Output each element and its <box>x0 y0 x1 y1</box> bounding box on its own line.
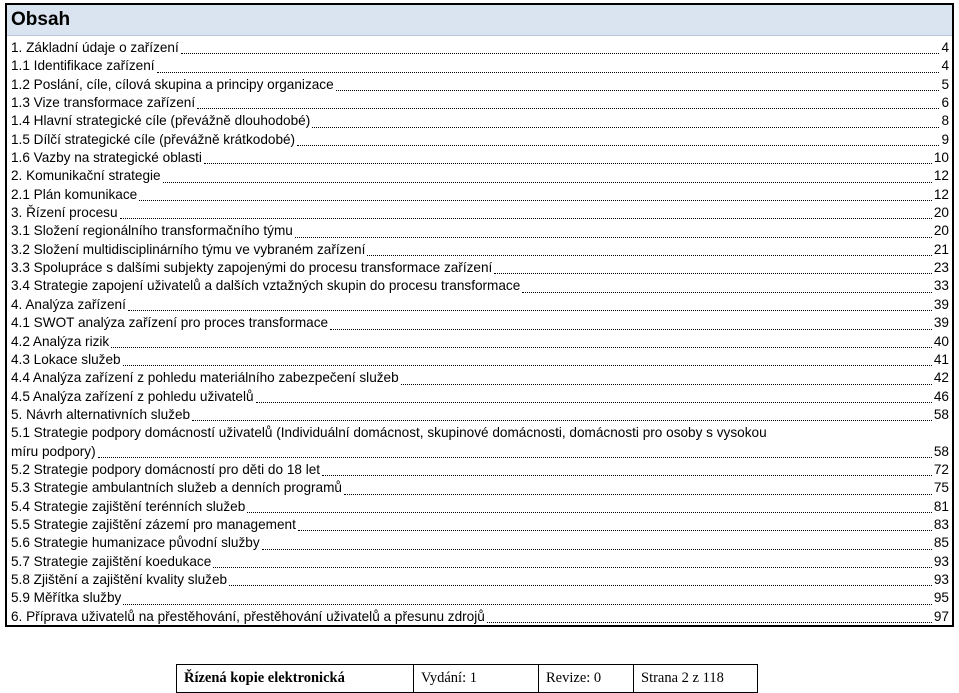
toc-page-number: 41 <box>933 351 949 367</box>
toc-entry-label: 5.1 Strategie podpory domácností uživatelů (Individuální domácnost, skupinové domácnosti, domácnosti pro osoby s vysokou <box>11 425 767 441</box>
toc-entry-label: 1.1 Identifikace zařízení <box>11 58 155 74</box>
footer-revision: Revize: 0 <box>539 665 634 693</box>
toc-page-number: 93 <box>933 553 949 569</box>
toc-entry-label: 5.2 Strategie podpory domácností pro děti do 18 let <box>11 461 321 477</box>
toc-entry[interactable] <box>11 186 949 204</box>
toc-entry-label: 5.4 Strategie zajištění terénních služeb <box>11 498 246 514</box>
toc-dot-leader <box>256 401 932 403</box>
toc-dot-leader <box>297 144 939 146</box>
footer-issue: Vydání: 1 <box>414 665 539 693</box>
toc-dot-leader <box>247 511 932 513</box>
toc-entry-label: 3. Řízení procesu <box>11 205 118 221</box>
toc-entry[interactable] <box>11 608 949 626</box>
toc-entry-label: 6. Příprava uživatelů na přestěhování, přestěhování uživatelů a přesunu zdrojů <box>11 608 485 624</box>
toc-entry-label: 4.5 Analýza zařízení z pohledu uživatelů <box>11 388 254 404</box>
toc-page-number: 83 <box>933 516 949 532</box>
toc-entry[interactable] <box>11 241 949 259</box>
toc-entry[interactable] <box>11 277 949 295</box>
toc-dot-leader <box>494 272 932 274</box>
footer-controlled-copy: Řízená kopie elektronická <box>177 665 414 693</box>
toc-entry[interactable] <box>11 479 949 497</box>
toc-dot-leader <box>401 383 932 385</box>
toc-entry-label: 3.3 Spolupráce s dalšími subjekty zapojenými do procesu transformace zařízení <box>11 260 493 276</box>
toc-page-number: 33 <box>933 278 949 294</box>
toc-dot-leader <box>98 456 932 458</box>
toc-page-number: 95 <box>933 590 949 606</box>
toc-entry[interactable] <box>11 94 949 112</box>
toc-page-number: 10 <box>933 150 949 166</box>
toc-dot-leader <box>487 621 932 623</box>
toc-entry[interactable] <box>11 388 949 406</box>
toc-dot-leader <box>262 548 932 550</box>
toc-dot-leader <box>111 346 932 348</box>
toc-dot-leader <box>204 162 932 164</box>
toc-dot-leader <box>123 364 932 366</box>
toc-dot-leader <box>330 328 932 330</box>
toc-page-number: 4 <box>941 40 949 55</box>
toc-entry[interactable] <box>11 149 949 167</box>
toc-entry-label: 2. Komunikační strategie <box>11 168 161 184</box>
table-of-contents <box>5 3 954 627</box>
toc-entry[interactable] <box>11 131 949 149</box>
toc-entry[interactable] <box>11 424 949 461</box>
toc-entry-label: 5.6 Strategie humanizace původní služby <box>11 535 260 551</box>
toc-page-number: 40 <box>933 333 949 349</box>
toc-entry-label: 3.1 Složení regionálního transformačního týmu <box>11 223 293 239</box>
toc-entry[interactable] <box>11 167 949 185</box>
toc-entry[interactable] <box>11 553 949 571</box>
toc-page-number: 85 <box>933 535 949 551</box>
toc-entry-label: 5.5 Strategie zajištění zázemí pro management <box>11 516 296 532</box>
toc-page-number: 58 <box>933 406 949 422</box>
toc-entry[interactable] <box>11 296 949 314</box>
toc-entry-label: 4. Analýza zařízení <box>11 296 126 312</box>
toc-entry[interactable] <box>11 369 949 387</box>
toc-dot-leader <box>123 603 932 605</box>
document-footer <box>176 664 758 693</box>
toc-entry-continuation <box>11 443 949 461</box>
toc-dot-leader <box>197 107 939 109</box>
toc-page-number: 5 <box>941 76 949 92</box>
toc-entry-label: míru podpory) <box>11 443 96 459</box>
toc-page-number: 9 <box>941 131 949 147</box>
toc-entry-label: 1.6 Vazby na strategické oblasti <box>11 150 202 166</box>
toc-entry-label: 3.2 Složení multidisciplinárního týmu ve vybraném zařízení <box>11 241 366 257</box>
toc-dot-leader <box>120 217 932 219</box>
toc-entry[interactable] <box>11 498 949 516</box>
toc-page-number: 8 <box>941 113 949 129</box>
toc-dot-leader <box>367 254 932 256</box>
toc-dot-leader <box>157 71 940 73</box>
toc-entry[interactable] <box>11 351 949 369</box>
toc-entry[interactable] <box>11 76 949 94</box>
toc-page-number: 75 <box>933 480 949 496</box>
toc-entry[interactable] <box>11 112 949 130</box>
toc-dot-leader <box>229 584 932 586</box>
toc-entry-label: 4.4 Analýza zařízení z pohledu materiálního zabezpečení služeb <box>11 370 399 386</box>
toc-page-number: 12 <box>933 168 949 184</box>
toc-entry-label: 1.4 Hlavní strategické cíle (převážně dlouhodobé) <box>11 113 311 129</box>
toc-page-number: 97 <box>933 608 949 624</box>
toc-page-number: 58 <box>933 443 949 459</box>
toc-dot-leader <box>312 126 939 128</box>
toc-page-number: 93 <box>933 571 949 587</box>
toc-page-number: 23 <box>933 260 949 276</box>
toc-entry-label: 1.2 Poslání, cíle, cílová skupina a principy organizace <box>11 76 334 92</box>
toc-dot-leader <box>181 52 940 54</box>
toc-dot-leader <box>128 309 932 311</box>
toc-entry-label: 4.2 Analýza rizik <box>11 333 110 349</box>
toc-page-number: 46 <box>933 388 949 404</box>
toc-page-number: 39 <box>933 296 949 312</box>
toc-entry[interactable] <box>11 534 949 552</box>
toc-title: Obsah <box>7 5 952 36</box>
toc-entry-label: 1. Základní údaje o zařízení <box>11 40 179 55</box>
toc-page-number: 39 <box>933 315 949 331</box>
toc-dot-leader <box>336 89 940 91</box>
toc-entry-label: 4.3 Lokace služeb <box>11 351 121 367</box>
toc-page-number: 42 <box>933 370 949 386</box>
toc-dot-leader <box>322 474 932 476</box>
toc-entry[interactable] <box>11 461 949 479</box>
toc-list <box>7 36 952 626</box>
toc-entry[interactable] <box>11 333 949 351</box>
toc-dot-leader <box>344 493 932 495</box>
toc-entry[interactable] <box>11 589 949 607</box>
toc-entry[interactable] <box>11 204 949 222</box>
toc-page-number: 6 <box>941 95 949 111</box>
toc-entry-label: 5.8 Zjištění a zajištění kvality služeb <box>11 571 228 587</box>
toc-entry[interactable] <box>11 571 949 589</box>
toc-dot-leader <box>139 199 932 201</box>
toc-page-number: 20 <box>933 223 949 239</box>
toc-page-number: 4 <box>941 58 949 74</box>
toc-dot-leader <box>298 529 932 531</box>
toc-entry-label: 1.3 Vize transformace zařízení <box>11 95 196 111</box>
toc-entry[interactable] <box>11 314 949 332</box>
toc-entry-label: 2.1 Plán komunikace <box>11 186 138 202</box>
toc-dot-leader <box>295 236 932 238</box>
toc-entry[interactable] <box>11 222 949 240</box>
toc-entry[interactable] <box>11 516 949 534</box>
toc-entry-label: 3.4 Strategie zapojení uživatelů a dalších vztažných skupin do procesu transformace <box>11 278 521 294</box>
toc-dot-leader <box>192 419 932 421</box>
toc-entry[interactable] <box>11 57 949 75</box>
toc-entry-label: 5. Návrh alternativních služeb <box>11 406 191 422</box>
toc-entry-label: 1.5 Dílčí strategické cíle (převážně krátkodobé) <box>11 131 296 147</box>
toc-entry-label: 5.3 Strategie ambulantních služeb a denních programů <box>11 480 342 496</box>
toc-dot-leader <box>522 291 932 293</box>
toc-page-number: 81 <box>933 498 949 514</box>
toc-dot-leader <box>163 181 932 183</box>
toc-entry-label: 5.9 Měřítka služby <box>11 590 122 606</box>
toc-page-number: 72 <box>933 461 949 477</box>
toc-entry[interactable] <box>11 406 949 424</box>
toc-entry-label: 5.7 Strategie zajištění koedukace <box>11 553 212 569</box>
footer-page-number: Strana 2 z 118 <box>634 665 758 693</box>
toc-dot-leader <box>213 566 932 568</box>
toc-entry[interactable] <box>11 39 949 57</box>
toc-page-number: 12 <box>933 186 949 202</box>
toc-entry-label: 4.1 SWOT analýza zařízení pro proces transformace <box>11 315 329 331</box>
toc-page-number: 21 <box>933 241 949 257</box>
toc-page-number: 20 <box>933 205 949 221</box>
toc-entry[interactable] <box>11 259 949 277</box>
